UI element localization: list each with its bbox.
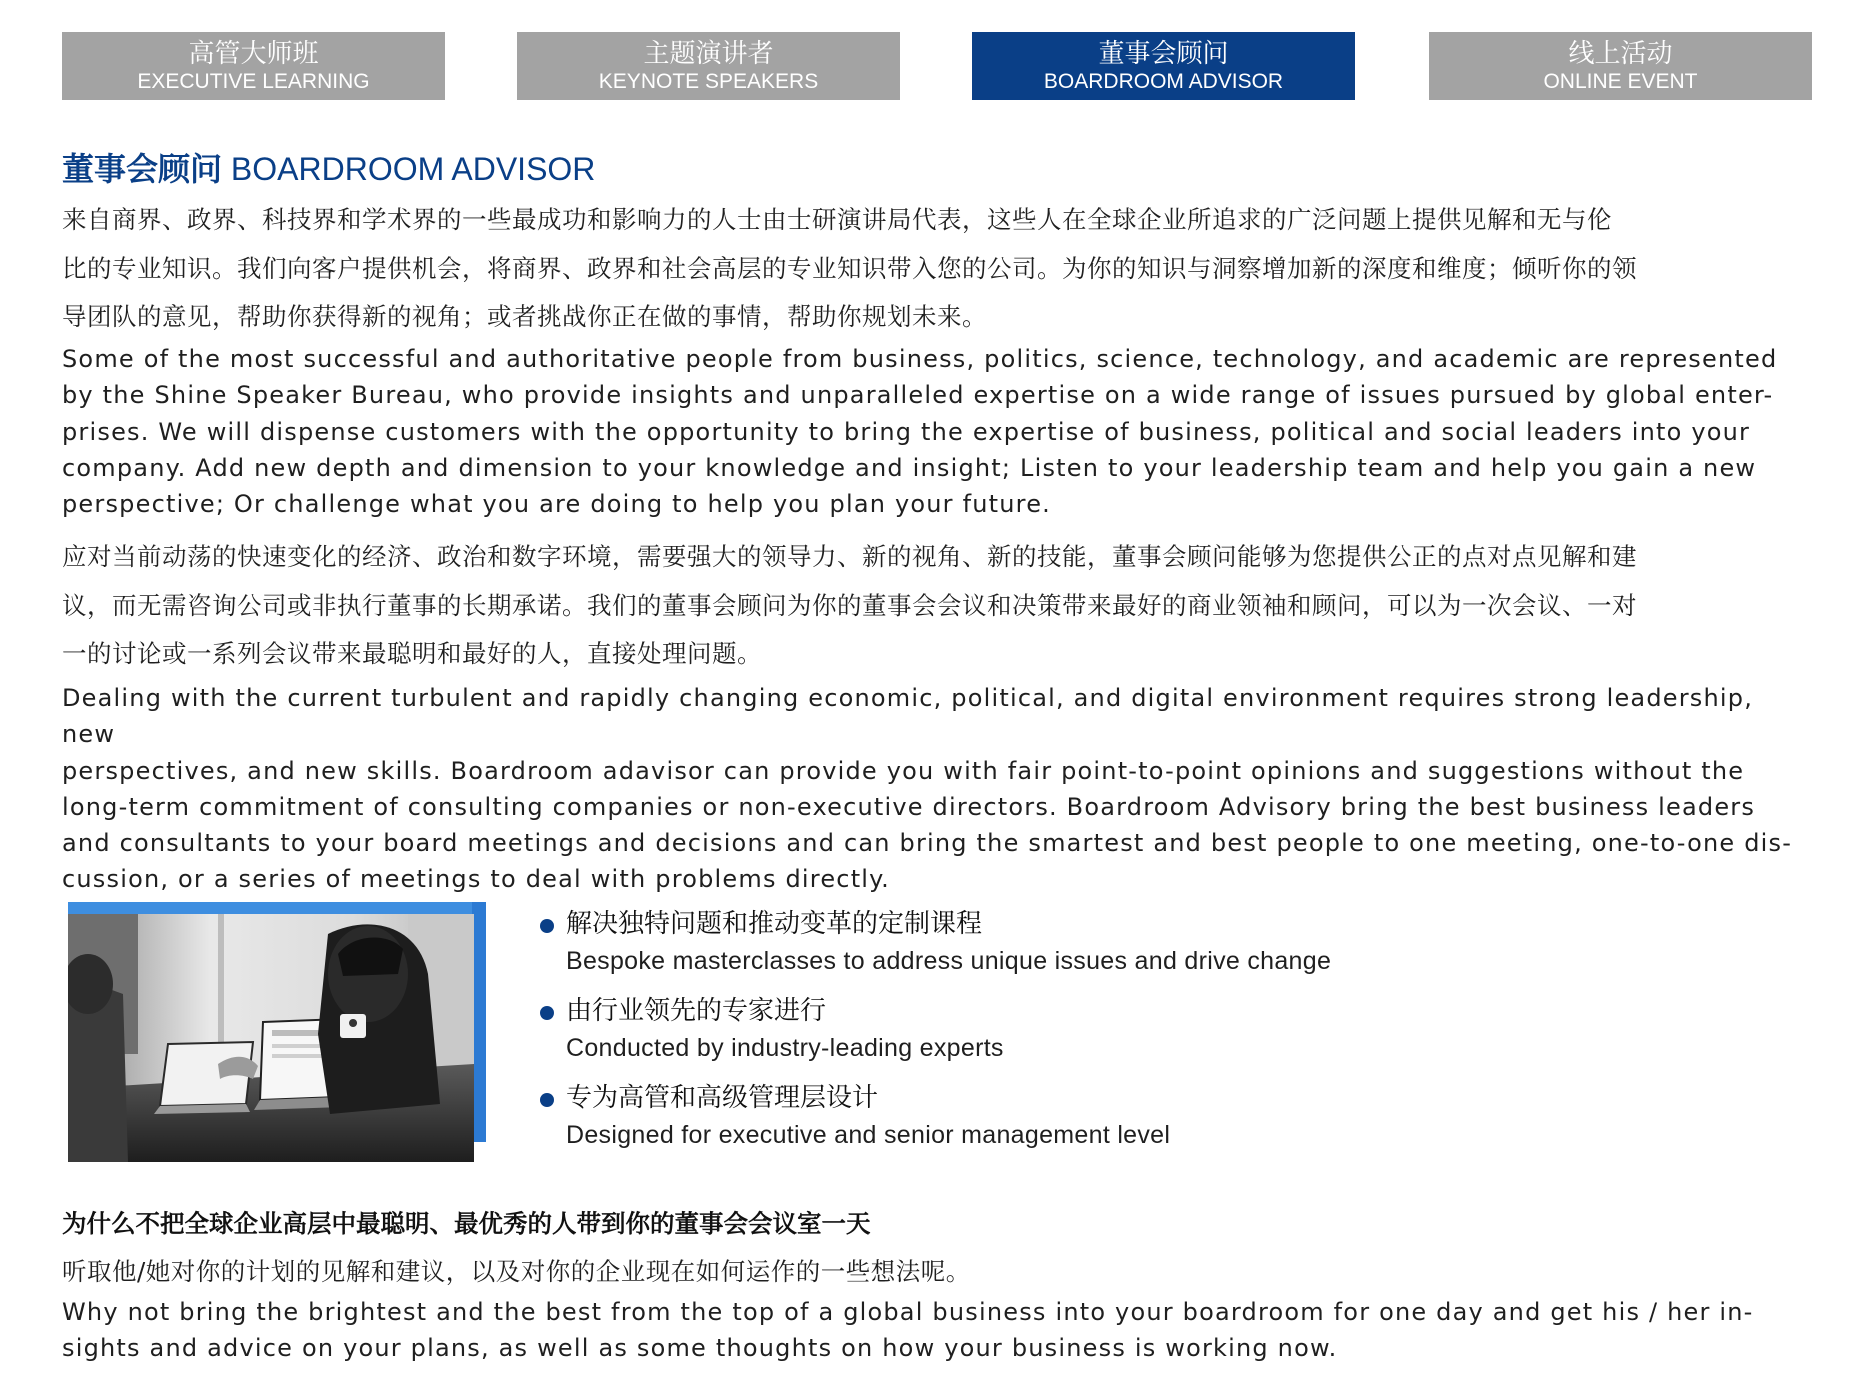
text-line: Dealing with the current turbulent and rapidly changing economic, political, and digital environment requires strong leadership, new [62, 684, 1754, 749]
closing-paragraph-en [62, 1294, 1812, 1367]
text-line: long-term commitment of consulting companies or non-executive directors. Boardroom Advisory bring the best business leaders [62, 792, 1756, 821]
text-line: 导团队的意见，帮助你获得新的视角；或者挑战你正在做的事情，帮助你规划未来。 [62, 302, 987, 331]
closing-question-zh: 为什么不把全球企业高层中最聪明、最优秀的人带到你的董事会会议室一天 [62, 1209, 871, 1238]
feature-list [540, 905, 1740, 1166]
text-line: Why not bring the brightest and the best from the top of a global business into your boardroom for one day and get his / her in- [62, 1298, 1754, 1326]
bullet-dot-icon [540, 919, 554, 933]
list-item [540, 992, 1740, 1066]
list-item-zh: 专为高管和高级管理层设计 [566, 1083, 879, 1113]
tab-boardroom-advisor[interactable] [972, 32, 1355, 100]
text-line: 来自商界、政界、科技界和学术界的一些最成功和影响力的人士由士研演讲局代表，这些人在全球企业所追求的广泛问题上提供见解和无与伦 [62, 205, 1612, 234]
tab-label-en: ONLINE EVENT [1543, 70, 1698, 93]
page-title-zh: 董事会顾问 [62, 150, 223, 188]
text-line: 应对当前动荡的快速变化的经济、政治和数字环境，需要强大的领导力、新的视角、新的技能，董事会顾问能够为您提供公正的点对点见解和建 [62, 542, 1637, 571]
list-item-en: Bespoke masterclasses to address unique issues and drive change [566, 947, 1332, 975]
tab-label-en: BOARDROOM ADVISOR [1043, 70, 1284, 93]
list-item-zh: 由行业领先的专家进行 [566, 996, 827, 1026]
intro-paragraph-zh [62, 196, 1812, 342]
text-line: and consultants to your board meetings and decisions and can bring the smartest and best people to one meeting, one-to-one dis- [62, 829, 1793, 858]
tab-label-zh: 主题演讲者 [643, 39, 774, 69]
tab-bar [62, 32, 1812, 100]
text-line: company. Add new depth and dimension to your knowledge and insight; Listen to your leadership team and help you gain a new [62, 453, 1757, 482]
list-item-zh: 解决独特问题和推动变革的定制课程 [566, 909, 983, 939]
intro-paragraph-en [62, 341, 1812, 522]
tab-label-en: KEYNOTE SPEAKERS [598, 70, 819, 93]
meeting-photo [68, 902, 486, 1162]
text-line: Some of the most successful and authoritative people from business, politics, science, technology, and academic are represented [62, 345, 1778, 373]
advisor-paragraph-en [62, 680, 1812, 898]
text-line: 议，而无需咨询公司或非执行董事的长期承诺。我们的董事会顾问为你的董事会会议和决策带来最好的商业领袖和顾问，可以为一次会议、一对 [62, 590, 1637, 620]
tab-keynote-speakers[interactable] [517, 32, 900, 100]
closing-subtitle-zh [62, 1248, 1812, 1297]
bullet-dot-icon [540, 1006, 554, 1020]
text-line: cussion, or a series of meetings to deal with problems directly. [62, 865, 890, 894]
tab-label-en: EXECUTIVE LEARNING [137, 70, 370, 93]
list-item-en: Designed for executive and senior management level [566, 1121, 1171, 1149]
meeting-photo-image [68, 914, 474, 1162]
tab-label-zh: 高管大师班 [188, 39, 319, 69]
text-line: prises. We will dispense customers with the opportunity to bring the expertise of business, political and social leaders into your [62, 417, 1751, 446]
text-line: 听取他/她对你的计划的见解和建议，以及对你的企业现在如何运作的一些想法呢。 [62, 1257, 971, 1286]
list-item [540, 905, 1740, 979]
text-line: 比的专业知识。我们向客户提供机会，将商界、政界和社会高层的专业知识带入您的公司。为你的知识与洞察增加新的深度和维度；倾听你的领 [62, 253, 1637, 283]
list-item [540, 1079, 1740, 1153]
tab-label-zh: 线上活动 [1568, 39, 1673, 69]
text-line: sights and advice on your plans, as well as some thoughts on how your business is working now. [62, 1334, 1338, 1363]
text-line: by the Shine Speaker Bureau, who provide insights and unparalleled expertise on a wide range of issues pursued by global enter- [62, 381, 1774, 410]
text-line: perspectives, and new skills. Boardroom adavisor can provide you with fair point-to-point opinions and suggestions without the [62, 756, 1745, 785]
text-line: 一的讨论或一系列会议带来最聪明和最好的人，直接处理问题。 [62, 639, 762, 668]
list-item-en: Conducted by industry-leading experts [566, 1034, 1004, 1062]
text-line: perspective; Or challenge what you are doing to help you plan your future. [62, 490, 1051, 519]
tab-executive-learning[interactable] [62, 32, 445, 100]
page-title [62, 148, 1812, 190]
tab-online-event[interactable] [1429, 32, 1812, 100]
tab-label-zh: 董事会顾问 [1098, 39, 1229, 69]
page-title-en: BOARDROOM ADVISOR [230, 151, 596, 187]
bullet-dot-icon [540, 1093, 554, 1107]
advisor-paragraph-zh [62, 533, 1812, 679]
